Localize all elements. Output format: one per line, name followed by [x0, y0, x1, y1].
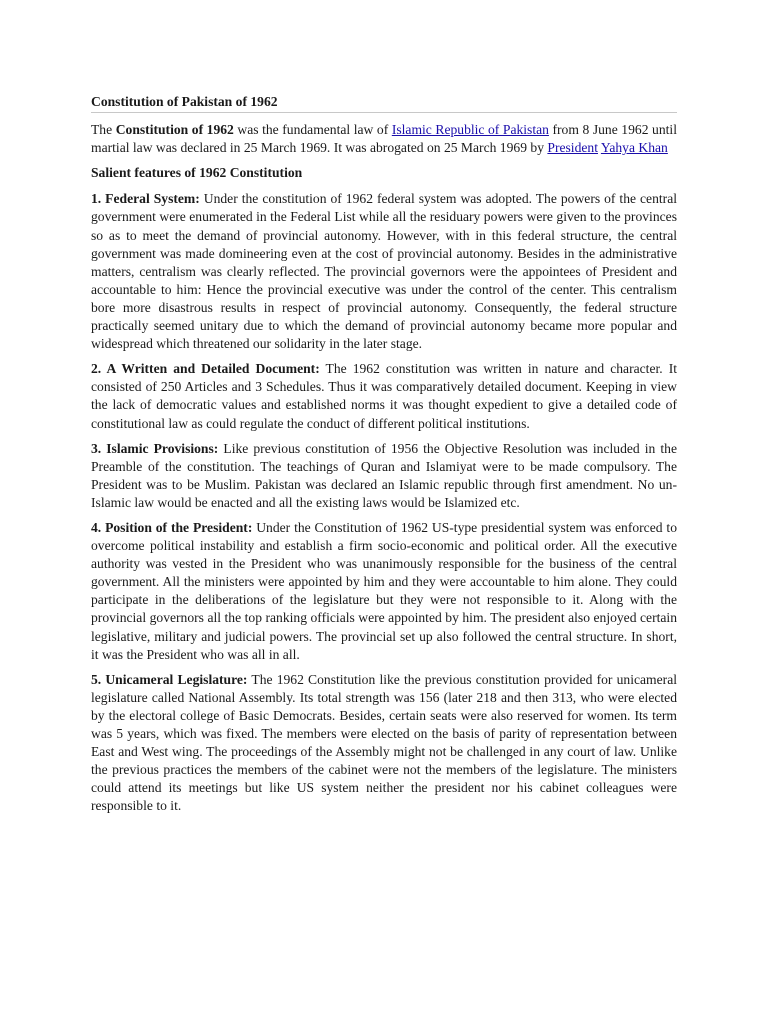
feature-paragraph-unicameral-legislature	[91, 671, 677, 816]
feature-title: 2. A Written and Detailed Document:	[91, 361, 320, 377]
feature-body: The 1962 constitution was written in nature and character. It consisted of 250 Articles and 3 Schedules. Thus it was comparatively detailed document. Keeping in view the lack of democratic values and established norms it was thought expedient to give a detailed code of constitutional law as could regulate the conduct of different political institutions.	[91, 361, 677, 431]
feature-paragraph-position-of-president	[91, 519, 677, 664]
feature-body: Under the Constitution of 1962 US-type presidential system was enforced to overcome political instability and establish a firm socio-economic and political order. All the executive authority was vested in the President who was unanimously responsible for the business of the central government. All the ministers were appointed by him and they were accountable to him alone. They could participate in the deliberations of the legislature but they were not responsible to it. Along with the provincial governors all the top ranking officials were appointed by him. The president also enjoyed certain legislative, military and judicial powers. The provincial set up also followed the central structure. In short, it was the President who was all in all.	[91, 519, 677, 662]
feature-paragraph-federal-system	[91, 190, 677, 353]
intro-lead: The	[91, 122, 116, 138]
intro-text-2: from 8 June 1962 until martial law was declared in 25 March 1969. It was abrogated on 25 March 1969 by	[91, 122, 677, 156]
document-page	[91, 93, 677, 822]
intro-paragraph	[91, 121, 677, 157]
link-yahya-khan[interactable]: Yahya Khan	[600, 140, 668, 156]
link-islamic-republic-of-pakistan[interactable]: Islamic Republic of Pakistan	[391, 122, 549, 138]
feature-title: 5. Unicameral Legislature:	[91, 671, 248, 687]
feature-title: 3. Islamic Provisions:	[91, 440, 219, 456]
feature-title: 1. Federal System:	[91, 191, 200, 207]
feature-title: 4. Position of the President:	[91, 519, 253, 535]
intro-bold-term: Constitution of 1962	[115, 122, 234, 138]
document-title: Constitution of Pakistan of 1962	[91, 93, 677, 113]
feature-body: Like previous constitution of 1956 the Objective Resolution was included in the Preamble of the constitution. The teachings of Quran and Islamiyat were to be made compulsory. The President was to be Muslim. Pakistan was declared an Islamic republic through first amendment. No un-Islamic law would be enacted and all the existing laws would be Islamized etc.	[91, 440, 678, 510]
section-heading: Salient features of 1962 Constitution	[91, 165, 303, 181]
link-president[interactable]: President	[547, 140, 598, 156]
intro-text-1: was the fundamental law of	[233, 122, 392, 138]
feature-paragraph-islamic-provisions	[91, 440, 677, 512]
feature-paragraph-written-document	[91, 360, 677, 432]
feature-body: The 1962 Constitution like the previous constitution provided for unicameral legislature called National Assembly. Its total strength was 156 (later 218 and then 313, who were elected by the electoral college of Basic Democrats. Besides, certain seats were also reserved for women. Its term was 5 years, which was fixed. The members were elected on the basis of parity of representation between East and West wing. The proceedings of the Assembly might not be challenged in any court of law. Unlike the previous practices the members of the cabinet were not the members of the legislature. The ministers could attend its meetings but like US system neither the president nor his cabinet colleagues were responsible to it.	[91, 671, 678, 814]
feature-body: Under the constitution of 1962 federal system was adopted. The powers of the central government were enumerated in the Federal List while all the residuary powers were given to the provinces so as to meet the demand of provincial autonomy. However, with in this federal structure, the central government was made domineering even at the cost of provincial autonomy. Besides in the administrative matters, centralism was clearly reflected. The provincial governors were the appointees of President and accountable to him: Hence the provincial executive was under the control of the center. This centralism bore more disastrous results in respect of provincial autonomy. Consequently, the federal structure practically seemed unitary due to which the demand of provincial autonomy became more popular and widespread which threatened our solidarity in the later stage.	[91, 191, 678, 352]
